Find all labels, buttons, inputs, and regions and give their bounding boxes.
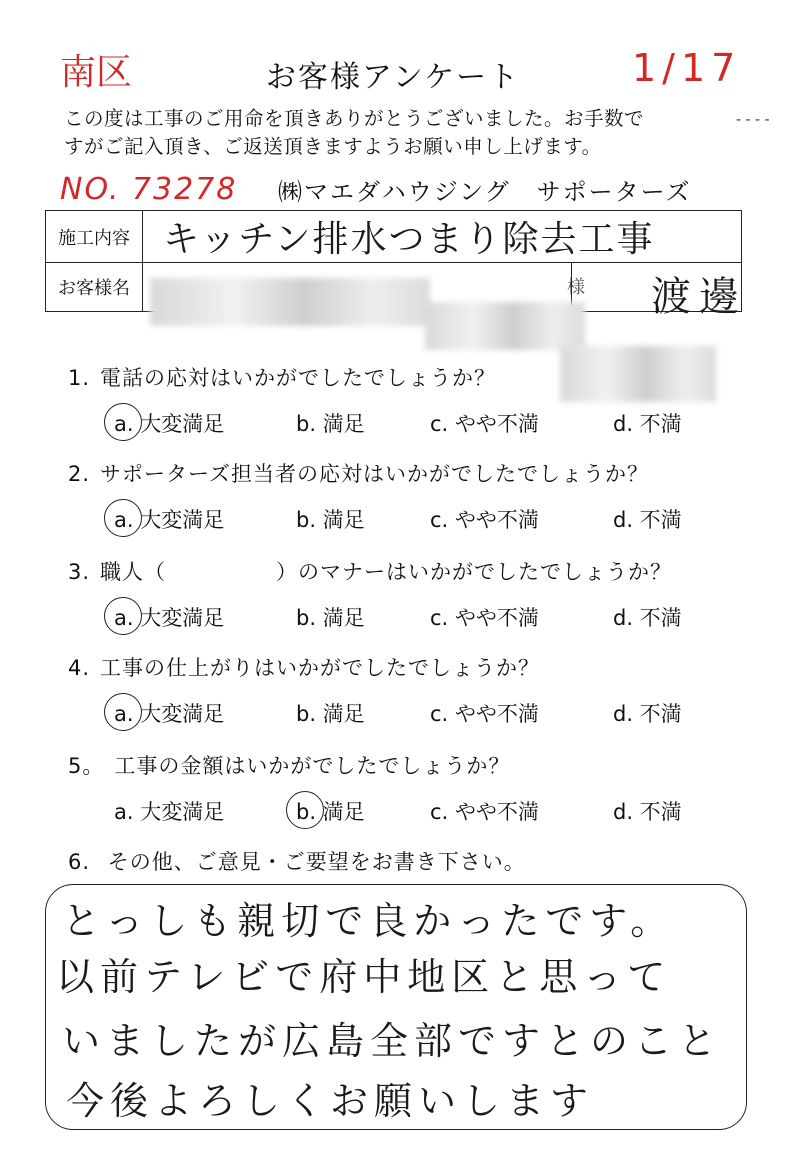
comment-line-3: いましたが広島全部ですとのこと: [62, 1019, 723, 1063]
comment-line-4: 今後よろしくお願いします: [66, 1079, 595, 1123]
option-c-q1[interactable]: c. やや不満: [430, 412, 539, 436]
question-number: 3.: [68, 560, 91, 584]
question-3: [68, 556, 672, 586]
question-text: サポーターズ担当者の応対はいかがでしたでしょうか？: [100, 462, 649, 486]
option-c-q4[interactable]: c. やや不満: [430, 702, 539, 726]
page-title: お客様アンケート: [265, 60, 521, 95]
staff-name: 渡邊: [651, 274, 747, 320]
comments-prompt-text: その他、ご意見・ご要望をお書き下さい。: [107, 850, 526, 874]
option-b-q4[interactable]: b. 満足: [296, 702, 365, 726]
customer-label: お客様名: [46, 263, 143, 312]
option-d-q4[interactable]: d. 不満: [613, 702, 682, 726]
option-b-q5[interactable]: b. 満足: [296, 800, 365, 824]
question-1: [68, 362, 496, 392]
option-a-q3[interactable]: a. 大変満足: [114, 606, 225, 630]
work-value-cell: [143, 211, 742, 263]
option-b-q1[interactable]: b. 満足: [296, 412, 365, 436]
question-number: 5。: [68, 754, 105, 778]
question-text: 職人（ ）のマナーはいかがでしたでしょうか？: [100, 560, 673, 584]
option-d-q2[interactable]: d. 不満: [613, 508, 682, 532]
question-number: 1.: [68, 366, 91, 390]
selected-circle-q4: [104, 693, 142, 731]
option-d-q5[interactable]: d. 不満: [613, 800, 682, 824]
comment-line-2: 以前テレビで府中地区と思って: [56, 955, 672, 999]
district-handwritten: 南区: [60, 52, 133, 93]
option-d-q3[interactable]: d. 不満: [613, 606, 682, 630]
question-number: 4.: [68, 656, 91, 680]
question-4: [68, 652, 540, 682]
work-label: 施工内容: [46, 211, 143, 263]
customer-suffix: 様: [567, 277, 585, 298]
question-text: 電話の応対はいかがでしたでしょうか？: [100, 366, 497, 390]
option-a-q2[interactable]: a. 大変満足: [114, 508, 225, 532]
company-name: ㈱マエダハウジング サポーターズ: [278, 178, 692, 206]
option-a-q1[interactable]: a. 大変満足: [114, 412, 225, 436]
intro-line-2: すがご記入頂き、ご返送頂きますようお願い申し上げます。: [64, 135, 602, 158]
option-c-q5[interactable]: c. やや不満: [430, 800, 539, 824]
intro-line-1: この度は工事のご用命を頂きありがとうございました。お手数で: [64, 107, 645, 130]
question-5: [68, 750, 510, 780]
comment-line-1: とっしも親切で良かったです。: [62, 899, 675, 943]
option-b-q3[interactable]: b. 満足: [296, 606, 365, 630]
option-a-q5[interactable]: a. 大変満足: [114, 800, 225, 824]
selected-circle-q2: [104, 499, 142, 537]
option-c-q3[interactable]: c. やや不満: [430, 606, 539, 630]
redacted-name-2: [425, 302, 585, 350]
selected-circle-q5: [286, 791, 324, 829]
question-2: [68, 458, 649, 488]
question-text: 工事の仕上がりはいかがでしたでしょうか？: [100, 656, 541, 680]
option-a-q4[interactable]: a. 大変満足: [114, 702, 225, 726]
selected-circle-q3: [104, 597, 142, 635]
redacted-name-1: [150, 278, 430, 326]
option-c-q2[interactable]: c. やや不満: [430, 508, 539, 532]
date-handwritten: 1/17: [632, 46, 742, 90]
comments-prompt: [68, 846, 526, 876]
comments-prompt-number: 6.: [68, 850, 91, 874]
question-number: 2.: [68, 462, 91, 486]
redacted-name-3: [560, 346, 716, 402]
pen-dots: - - - -: [736, 112, 770, 128]
work-value: キッチン排水つまり除去工事: [163, 219, 655, 260]
question-text: 工事の金額はいかがでしたでしょうか？: [114, 754, 511, 778]
option-b-q2[interactable]: b. 満足: [296, 508, 365, 532]
option-d-q1[interactable]: d. 不満: [613, 412, 682, 436]
selected-circle-q1: [104, 403, 142, 441]
survey-number-handwritten: NO. 73278: [60, 172, 238, 207]
